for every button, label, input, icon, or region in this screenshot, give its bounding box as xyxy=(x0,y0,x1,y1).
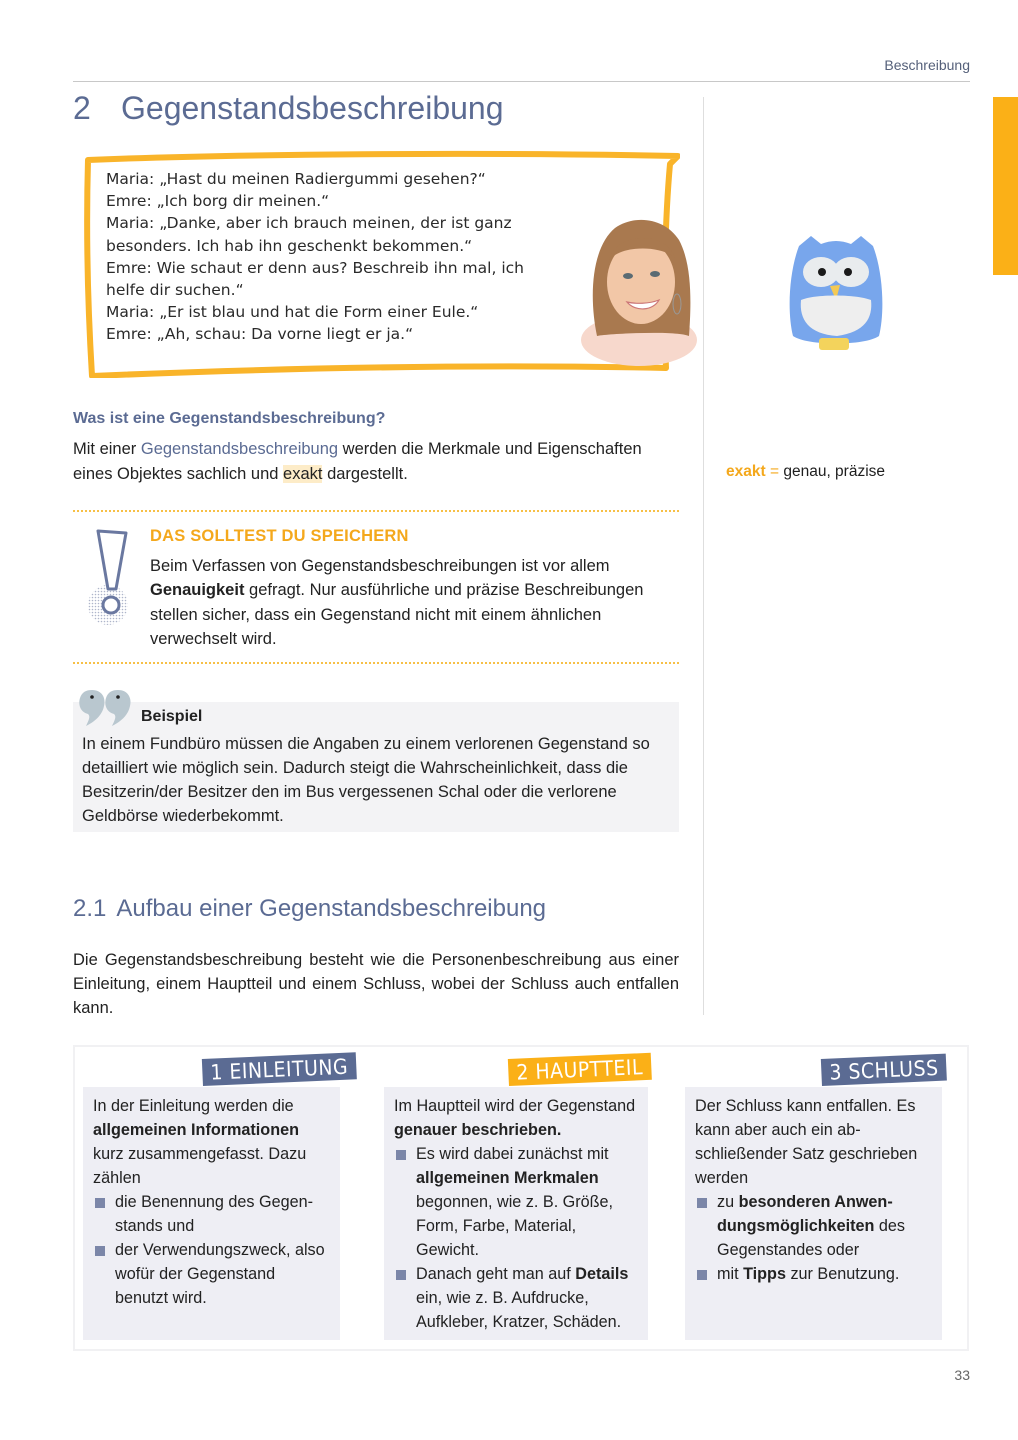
page-number: 33 xyxy=(954,1367,970,1383)
list-item xyxy=(695,1262,932,1286)
tag-schluss: 3 SCHLUSS xyxy=(821,1054,947,1086)
definition-text-middle: werden die Merkmale und Eigenschaften eines Objektes sachlich und xyxy=(73,440,642,483)
quote-icon xyxy=(78,688,134,728)
list-item: die Benennung des Gegenstands und xyxy=(93,1190,330,1238)
definition-term: Gegenstandsbeschreibung xyxy=(140,440,339,458)
einleitung-list xyxy=(93,1190,330,1310)
chapter-number: 2 xyxy=(73,90,91,126)
example-title: Beispiel xyxy=(141,708,203,725)
memo-text xyxy=(150,554,680,651)
hauptteil-bold: genauer beschrieben. xyxy=(394,1121,562,1139)
dialogue-line: Maria: „Hast du meinen Radiergummi gesehen?“ xyxy=(106,170,486,188)
bullet-bold: Tipps xyxy=(743,1265,786,1283)
bullet-text: Es wird dabei zunächst mit xyxy=(416,1145,609,1163)
definition-text xyxy=(73,437,683,486)
bullet-text-end: ein, wie z. B. Aufdrucke, Aufkleber, Kratzer, Schäden. xyxy=(416,1289,622,1331)
hauptteil-text: Im Hauptteil wird der Gegenstand xyxy=(394,1097,636,1115)
dialogue-line: Emre: Wie schaut er denn aus? Beschreib ihn mal, ich xyxy=(106,258,524,277)
hauptteil-intro xyxy=(394,1094,638,1142)
einleitung-bold: allgemeinen Informationen xyxy=(93,1121,299,1139)
chapter-tab-marker xyxy=(993,97,1018,275)
tag-einleitung: 1 EINLEITUNG xyxy=(202,1052,357,1086)
dialogue-line: helfe dir suchen.“ xyxy=(106,281,244,300)
card-schluss xyxy=(685,1087,942,1340)
highlighted-word: exakt xyxy=(283,464,323,483)
bullet-bold: Details xyxy=(575,1265,629,1283)
bullet-text: Danach geht man auf xyxy=(416,1265,576,1283)
list-item xyxy=(394,1142,638,1262)
bullet-bold: besonderen Anwendungsmöglichkeiten xyxy=(717,1193,893,1235)
bullet-bold: allgemeinen Merkmalen xyxy=(416,1169,599,1187)
section-intro: Die Gegenstandsbeschreibung besteht wie die Personenbeschreibung aus einer Einleitung, einem Hauptteil und einem Schluss, wobei der Schluss auch entfallen kann. xyxy=(73,951,679,1017)
column-divider xyxy=(703,97,704,1015)
dialogue-line: Emre: „Ah, schau: Da vorne liegt er ja.“ xyxy=(106,325,414,344)
bullet-text-end: zur Benutzung. xyxy=(785,1265,900,1283)
list-item: der Verwendungszweck, also wofür der Gegenstand benutzt wird. xyxy=(93,1238,330,1310)
girl-portrait-icon xyxy=(575,208,700,368)
example-text: In einem Fundbüro müssen die Angaben zu einem verlorenen Gegenstand so detailliert wie möglich sein. Dadurch steigt die Wahrscheinlichkeit, dass die Besitzerin/der Besitzer den im Bus vergessenen Schal oder die verlorene Geldbörse wiederbekommt. xyxy=(82,735,650,825)
glossary-entry xyxy=(726,463,885,481)
chapter-title: Gegenstandsbeschreibung xyxy=(121,90,504,126)
running-head: Beschreibung xyxy=(884,57,970,73)
dialogue-text xyxy=(106,168,586,346)
dialogue-line: besonders. Ich hab ihn geschenkt bekommen.“ xyxy=(106,236,473,255)
memo-divider-bottom xyxy=(73,662,679,664)
tag-hauptteil: 2 HAUPTTEIL xyxy=(508,1053,652,1086)
card-hauptteil xyxy=(384,1087,648,1340)
memo-text-end: gefragt. Nur ausführliche und präzise Beschreibungen stellen sicher, dass ein Gegenstand nicht mit einem ähnlichen verwechselt wird. xyxy=(150,581,644,648)
dialogue-line: Maria: „Danke, aber ich brauch meinen, der ist ganz xyxy=(106,214,512,233)
glossary-term: exakt xyxy=(726,463,766,480)
list-item xyxy=(394,1262,638,1334)
card-einleitung xyxy=(83,1087,340,1340)
header-rule xyxy=(73,81,970,82)
memo-title: DAS SOLLTEST DU SPEICHERN xyxy=(150,527,409,545)
glossary-equals: = xyxy=(769,463,780,480)
bullet-text-end: des Gegenstandes oder xyxy=(717,1217,906,1259)
section-title: Aufbau einer Gegenstandsbeschreibung xyxy=(116,895,547,922)
glossary-meaning: genau, präzise xyxy=(783,463,886,480)
definition-text-start: Mit einer xyxy=(73,440,141,458)
schluss-intro: Der Schluss kann entfallen. Es kann aber auch ein abschließender Satz geschrieben werden xyxy=(695,1097,918,1187)
exclamation-icon xyxy=(82,527,134,625)
section-number: 2.1 xyxy=(73,895,107,922)
definition-question: Was ist eine Gegenstandsbeschreibung? xyxy=(73,410,386,427)
einleitung-intro xyxy=(93,1094,330,1190)
schluss-list xyxy=(695,1190,932,1286)
dialogue-line: Emre: „Ich borg dir meinen.“ xyxy=(106,192,330,211)
bullet-text-end: begonnen, wie z. B. Größe, Form, Farbe, Material, Gewicht. xyxy=(416,1193,614,1259)
list-item xyxy=(695,1190,932,1262)
definition-text-end: dargestellt. xyxy=(322,464,408,483)
bullet-text: mit xyxy=(717,1265,744,1283)
einleitung-text-end: kurz zusammengefasst. Dazu zählen xyxy=(93,1145,307,1187)
memo-text-start: Beim Verfassen von Gegenstandsbeschreibungen ist vor allem xyxy=(150,557,610,575)
memo-divider-top xyxy=(73,510,679,512)
memo-bold: Genauigkeit xyxy=(150,581,245,600)
einleitung-text: In der Einleitung werden die xyxy=(93,1097,294,1115)
owl-eraser-icon xyxy=(785,232,885,360)
section-heading xyxy=(73,895,546,923)
bullet-text: zu xyxy=(717,1193,739,1211)
hauptteil-list xyxy=(394,1142,638,1334)
chapter-heading xyxy=(73,90,504,127)
dialogue-line: Maria: „Er ist blau und hat die Form einer Eule.“ xyxy=(106,303,479,322)
